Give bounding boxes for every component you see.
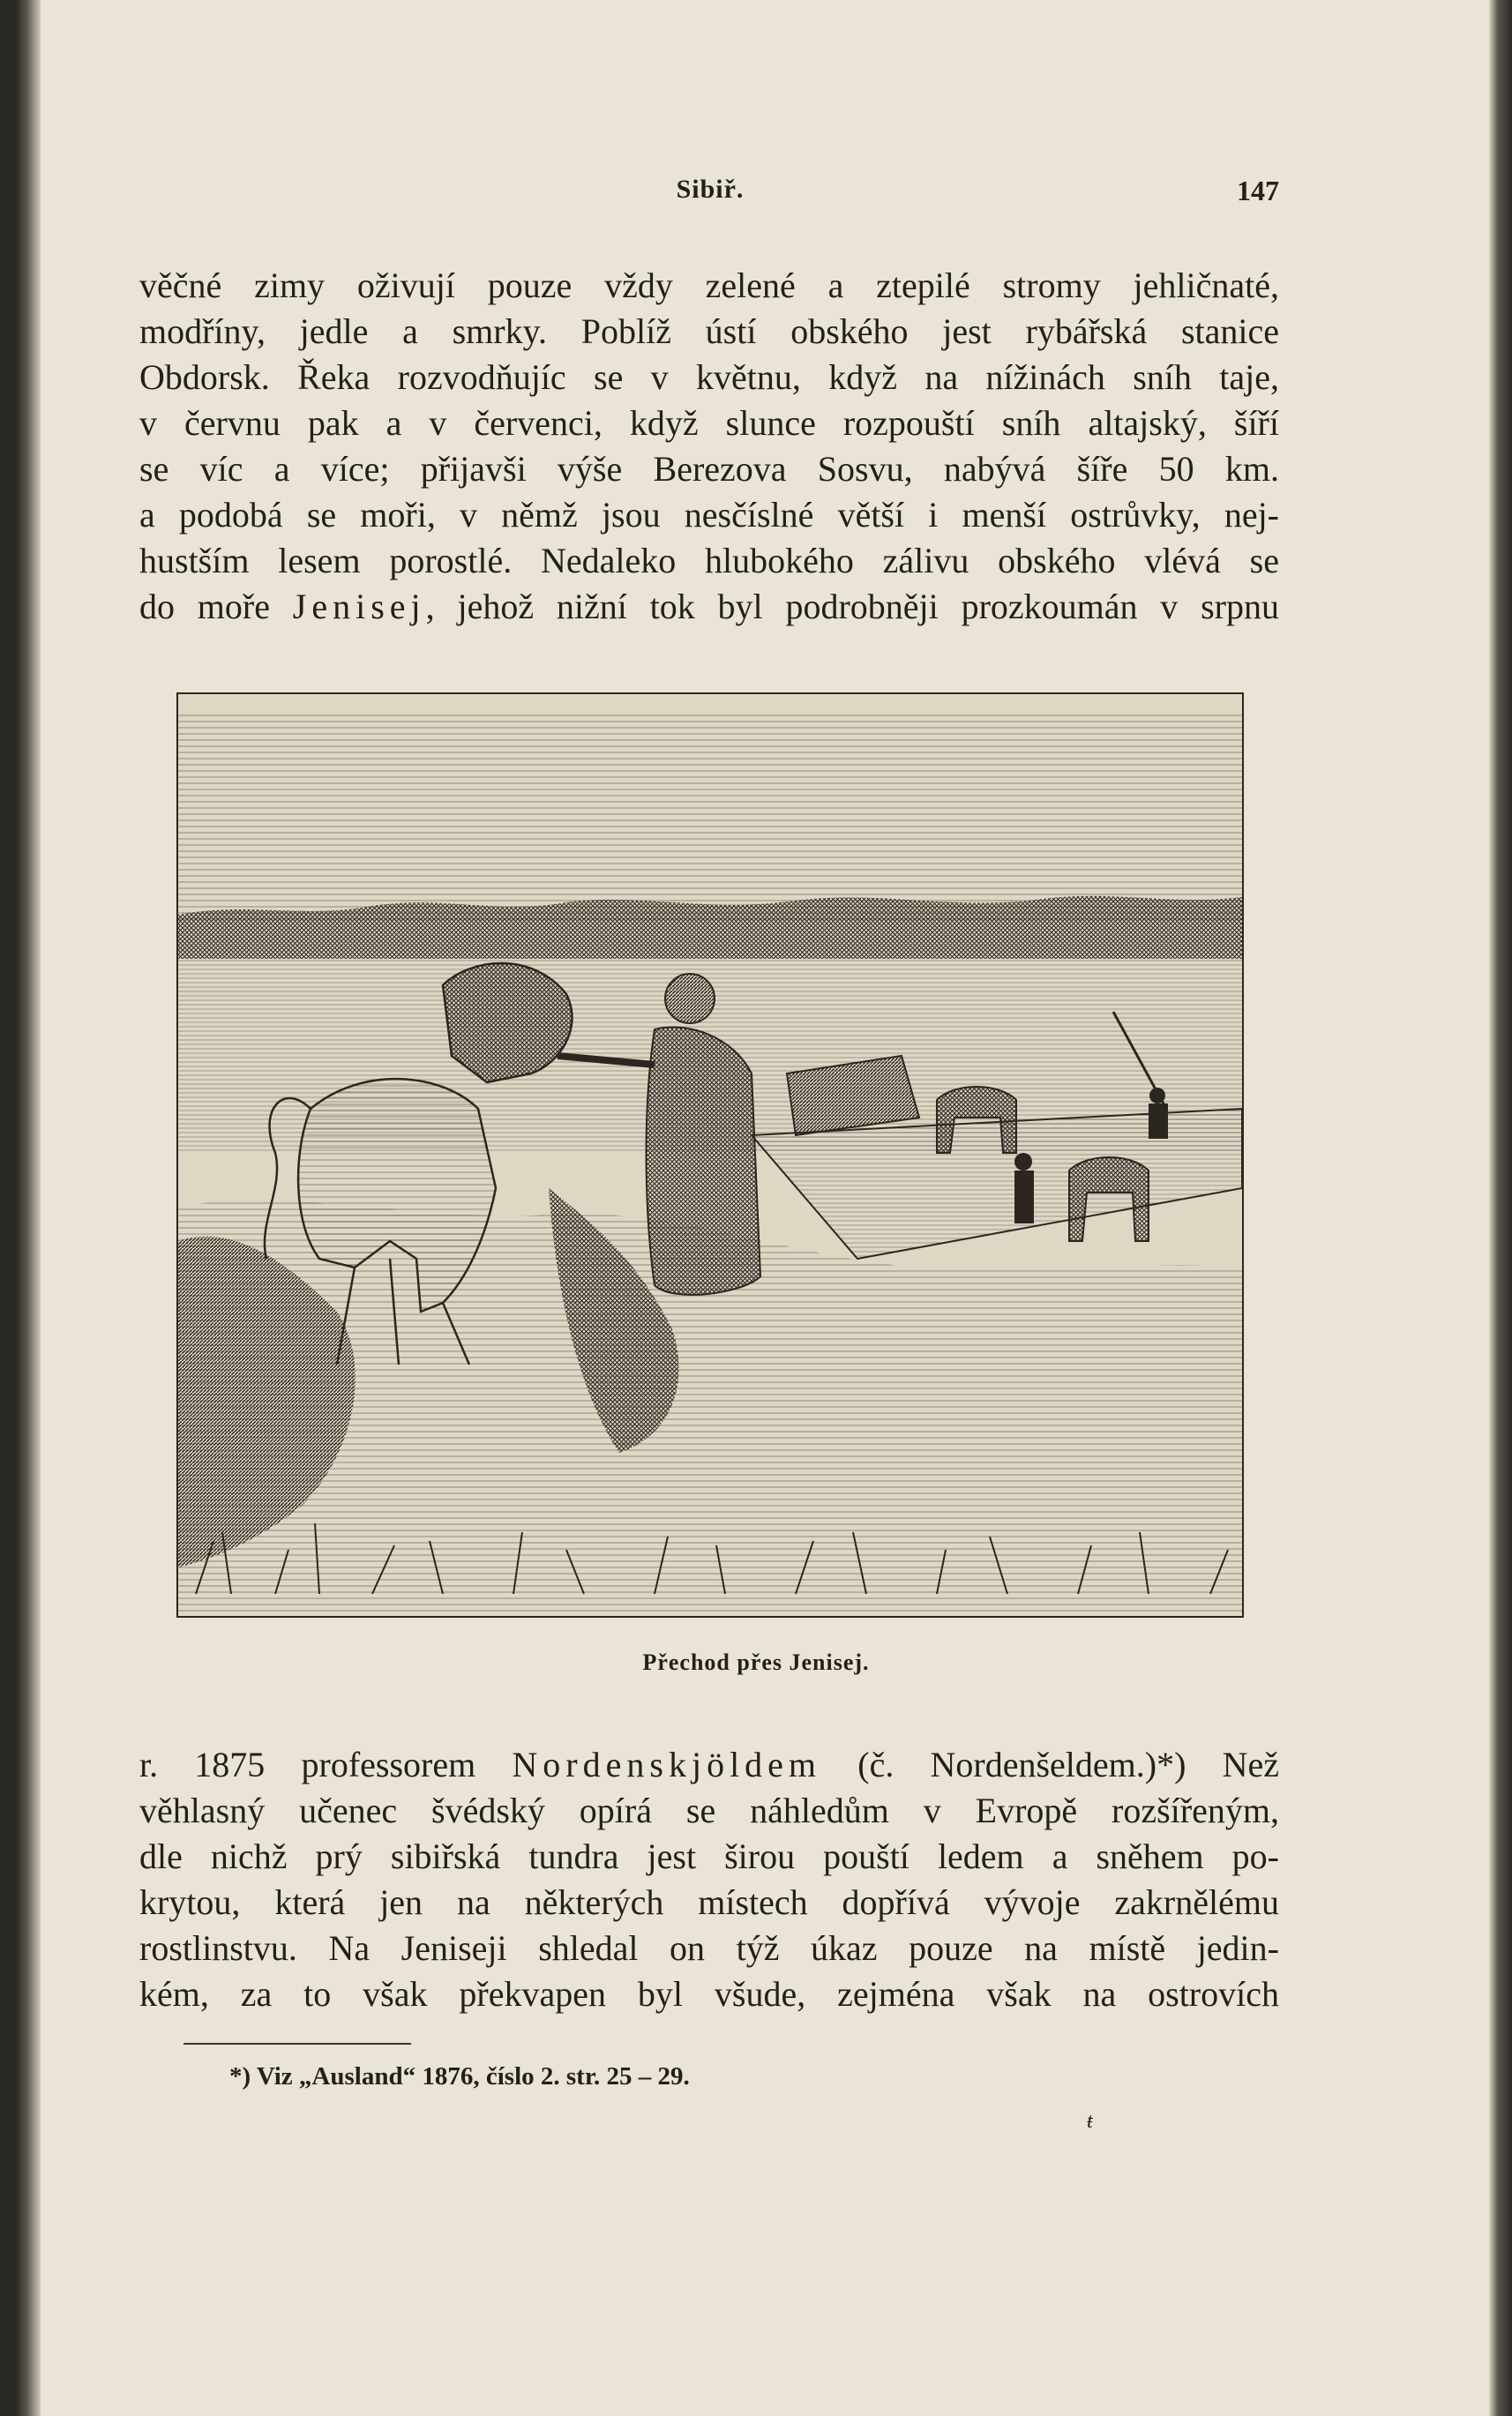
- sky-hatching: [178, 712, 1242, 924]
- text-line: věčné zimy oživují pouze vždy zelené a ztepilé stromy jehličnaté,: [139, 266, 1279, 305]
- text-run: , jehož nižní tok byl podrobněji prozkoumán v srpnu: [425, 587, 1279, 626]
- text-line: a podobá se moři, v němž jsou nesčíslné větší i menší ostrůvky, nej-: [139, 495, 1279, 535]
- text-line: modříny, jedle a smrky. Poblíž ústí obského jest rybářská stanice: [139, 311, 1279, 351]
- text-line: Obdorsk. Řeka rozvodňujíc se v květnu, když na nížinách sníh taje,: [139, 357, 1279, 397]
- text-line: se víc a více; přijavši výše Berezova Sosvu, nabývá šíře 50 km.: [139, 449, 1279, 489]
- stray-ink-mark: ŧ: [1087, 2110, 1093, 2133]
- illustration-river-crossing: [176, 692, 1244, 1618]
- paragraph-top: [139, 263, 1279, 630]
- text-run: r. 1875 professorem: [139, 1745, 513, 1784]
- page-number: 147: [1237, 175, 1279, 206]
- left-binding-edge: [0, 0, 41, 2416]
- text-line: hustším lesem porostlé. Nedaleko hlubokého zálivu obského vlévá se: [139, 541, 1279, 580]
- footnote-rule: [183, 2043, 411, 2045]
- engraving-drawing: [178, 694, 1242, 1616]
- spaced-name-nordenskjold: Nordenskjöldem: [512, 1745, 822, 1784]
- text-line: rostlinstvu. Na Jeniseji shledal on týž úkaz pouze na místě jedin-: [139, 1928, 1279, 1968]
- text-line: krytou, která jen na některých místech dopřívá vývoje zakrnělému: [139, 1882, 1279, 1922]
- text-run: do moře: [139, 587, 293, 626]
- footnote: *) Viz „Ausland“ 1876, číslo 2. str. 25 – 29.: [229, 2062, 690, 2091]
- text-run: (č. Nordenšeldem.)*) Než: [821, 1745, 1280, 1784]
- text-line: kém, za to však překvapen byl všude, zejména však na ostrovích: [139, 1974, 1279, 2014]
- spaced-name-jenisej: Jenisej: [292, 587, 426, 626]
- running-head: [141, 175, 1279, 213]
- running-title: Sibiř.: [676, 175, 745, 204]
- text-line: [139, 1742, 1279, 1788]
- right-page-edge: [1489, 0, 1512, 2416]
- text-line: věhlasný učenec švédský opírá se náhledům v Evropě rozšířeným,: [139, 1791, 1279, 1830]
- text-line: [139, 584, 1279, 630]
- figure-caption: Přechod přes Jenisej.: [642, 1649, 870, 1675]
- paragraph-bottom: [139, 1742, 1279, 2017]
- text-line: v červnu pak a v červenci, když slunce rozpouští sníh altajský, šíří: [139, 403, 1279, 443]
- text-line: dle nichž prý sibiřská tundra jest širou pouští ledem a sněhem po-: [139, 1836, 1279, 1876]
